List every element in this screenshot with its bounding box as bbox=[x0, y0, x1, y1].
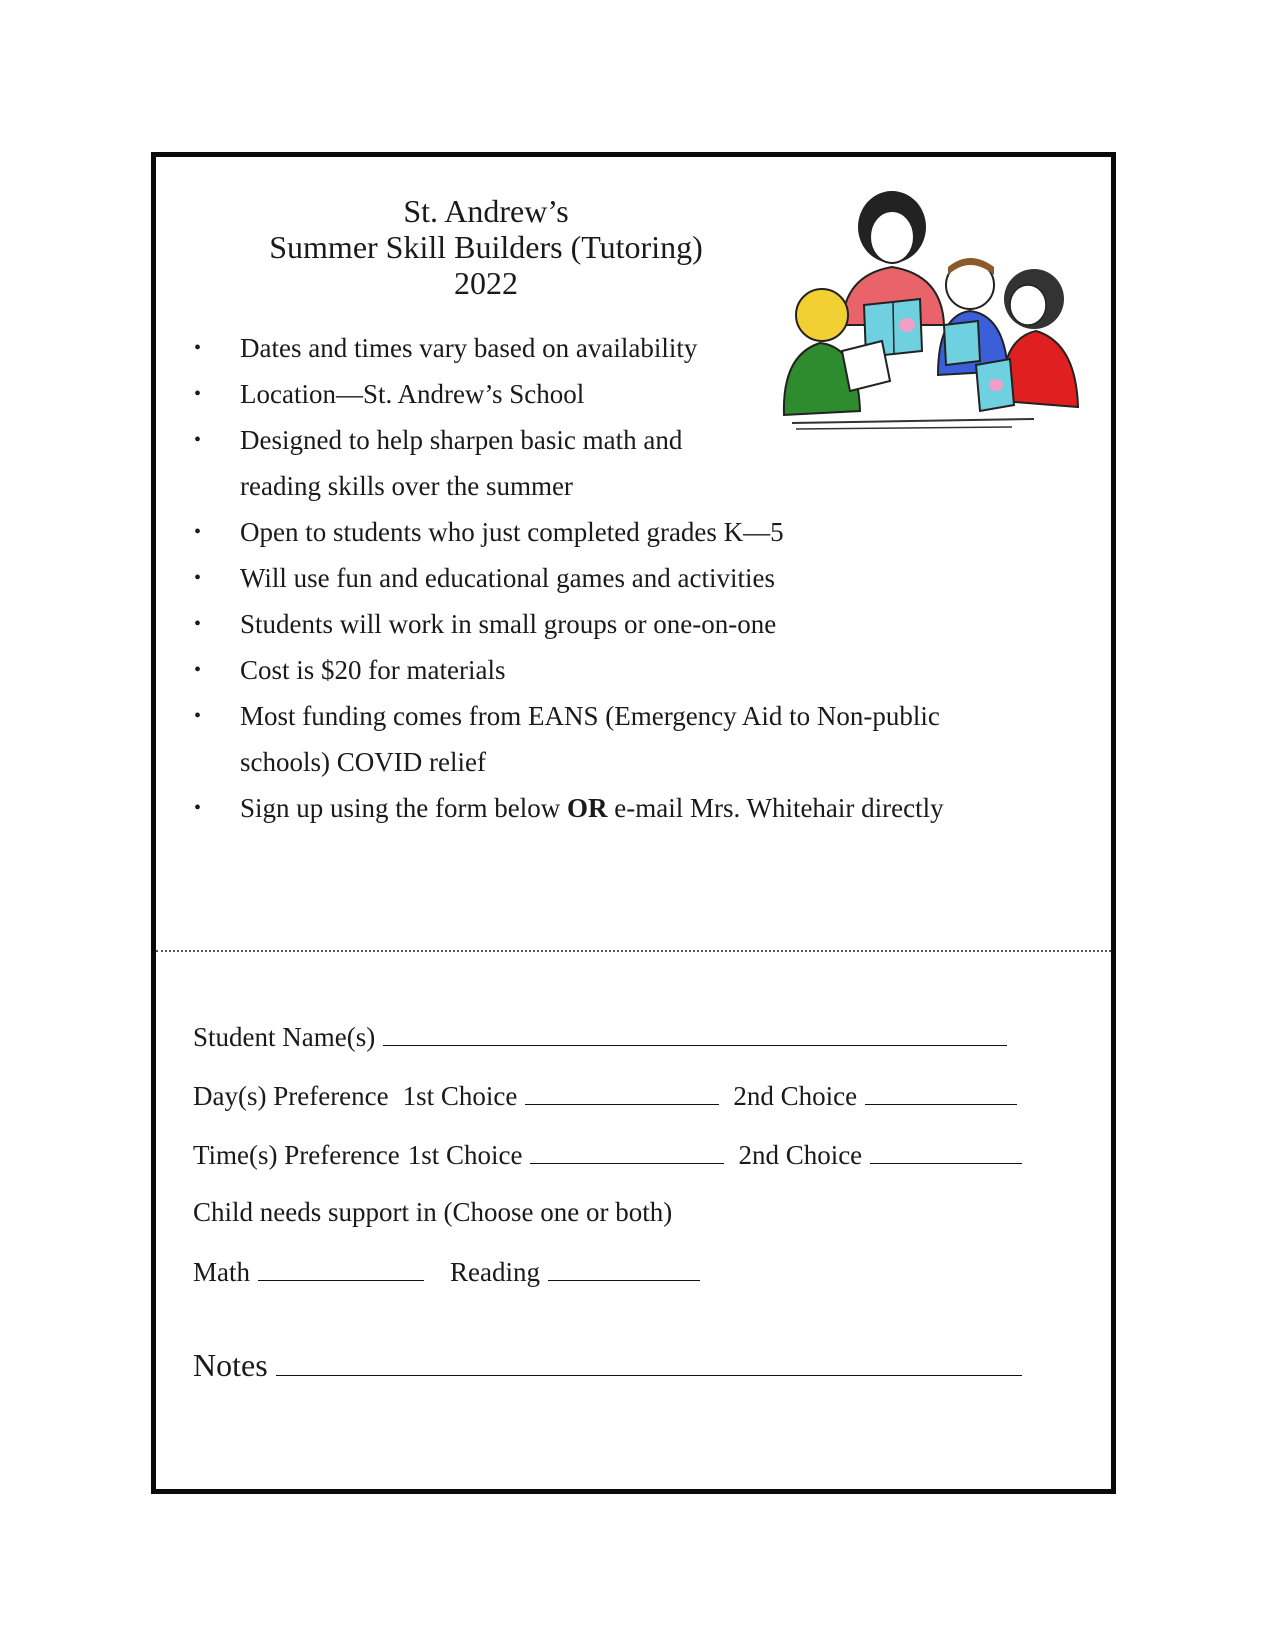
notes-row bbox=[193, 1345, 1022, 1382]
student-name-row bbox=[193, 1019, 1007, 1054]
reading-label: Reading bbox=[450, 1257, 540, 1287]
list-item-line: reading skills over the summer bbox=[240, 471, 573, 501]
reading-field[interactable] bbox=[548, 1254, 700, 1281]
time-first-choice-field[interactable] bbox=[530, 1137, 724, 1164]
list-item: • Location—St. Andrew’s School bbox=[186, 371, 1066, 417]
support-label: Child needs support in (Choose one or both) bbox=[193, 1197, 673, 1227]
math-field[interactable] bbox=[258, 1254, 424, 1281]
list-item-line: Designed to help sharpen basic math and bbox=[240, 425, 683, 455]
list-item bbox=[186, 417, 760, 509]
day-second-choice-field[interactable] bbox=[865, 1078, 1017, 1105]
student-name-label: Student Name(s) bbox=[193, 1022, 376, 1052]
signup-or: OR bbox=[566, 793, 608, 823]
list-item: • Open to students who just completed grades K—5 bbox=[186, 509, 1066, 555]
time-preference-row bbox=[193, 1137, 1022, 1172]
notes-field[interactable] bbox=[276, 1345, 1022, 1376]
time-second-choice-field[interactable] bbox=[870, 1137, 1022, 1164]
list-item: • Students will work in small groups or one-on-one bbox=[186, 601, 1066, 647]
list-item: • Will use fun and educational games and activities bbox=[186, 555, 1066, 601]
list-item-signup bbox=[186, 785, 1066, 831]
time-first-choice-label: 1st Choice bbox=[407, 1140, 523, 1170]
list-item: • Dates and times vary based on availability bbox=[186, 325, 1066, 371]
list-item bbox=[186, 693, 1066, 785]
day-preference-label: Day(s) Preference bbox=[193, 1081, 389, 1111]
list-item-line: schools) COVID relief bbox=[240, 747, 486, 777]
support-options-row bbox=[193, 1254, 700, 1289]
day-second-choice-label: 2nd Choice bbox=[733, 1081, 858, 1111]
list-item: • Cost is $20 for materials bbox=[186, 647, 1066, 693]
flyer-frame bbox=[151, 152, 1116, 1494]
time-preference-label: Time(s) Preference bbox=[193, 1140, 400, 1170]
math-label: Math bbox=[193, 1257, 250, 1287]
info-list bbox=[186, 325, 1066, 831]
signup-email-text: e-mail Mrs. Whitehair directly bbox=[614, 793, 944, 823]
cut-line-divider bbox=[156, 950, 1111, 952]
program-year: 2022 bbox=[454, 265, 518, 301]
signup-text: Sign up using the form below bbox=[240, 793, 561, 823]
day-preference-row bbox=[193, 1078, 1017, 1113]
school-name: St. Andrew’s bbox=[403, 193, 569, 229]
student-name-field[interactable] bbox=[383, 1019, 1007, 1046]
list-item-line: Most funding comes from EANS (Emergency Aid to Non-public bbox=[240, 701, 940, 731]
notes-label: Notes bbox=[193, 1347, 268, 1383]
time-second-choice-label: 2nd Choice bbox=[738, 1140, 863, 1170]
day-first-choice-label: 1st Choice bbox=[402, 1081, 518, 1111]
program-title: Summer Skill Builders (Tutoring) bbox=[269, 229, 703, 265]
day-first-choice-field[interactable] bbox=[525, 1078, 719, 1105]
